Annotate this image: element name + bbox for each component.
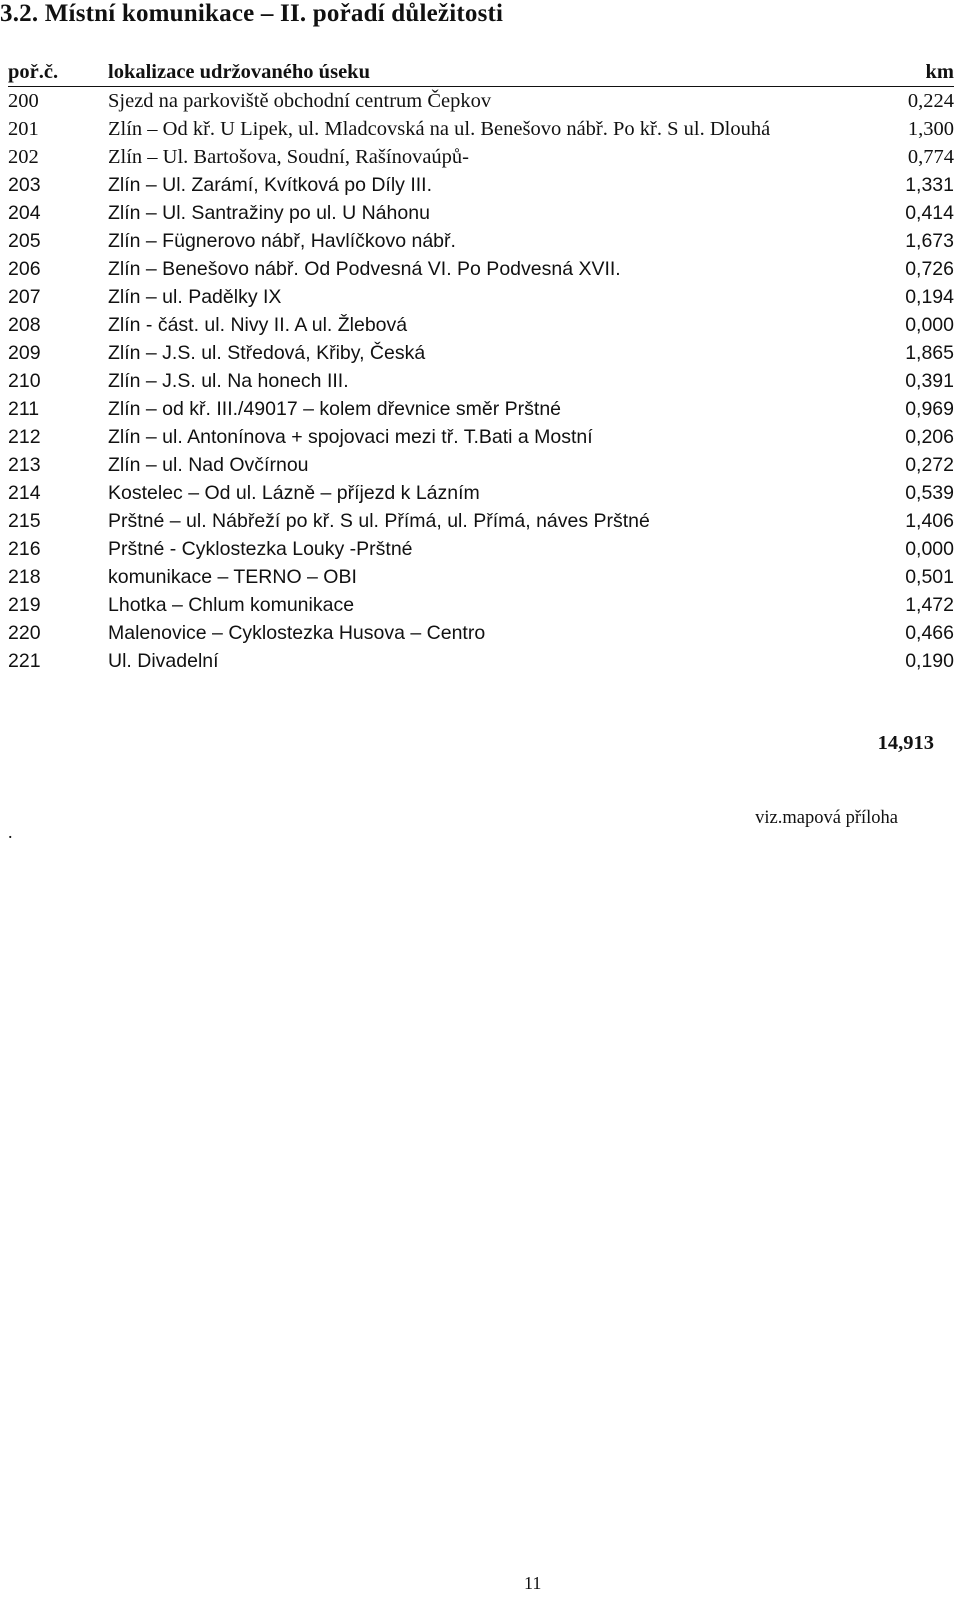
total-km: 14,913 [877,732,934,754]
table-row [8,479,954,507]
row-location-text: Zlín – Od kř. U Lipek, ul. Mladcovská na ul. Benešovo nábř. Po kř. S ul. Dlouhá [108,118,771,140]
row-location: Zlín – Ul. Zarámí, Kvítková po Díly III. [108,174,433,196]
table-row [8,451,954,479]
row-location: Zlín – Ul. Santražiny po ul. U Náhonu [108,202,430,224]
row-location: Zlín – ul. Padělky IX [108,286,282,308]
table-row [8,227,954,255]
table-row [8,339,954,367]
table-row [8,563,954,591]
row-number: 213 [8,454,41,476]
row-location: Prštné - Cyklostezka Louky -Prštné [108,538,413,560]
row-number: 219 [8,594,41,616]
row-location: Zlín – od kř. III./49017 – kolem dřevnice směr Prštné [108,398,562,420]
table-row [8,199,954,227]
row-location: Zlín – Fügnerovo nábř, Havlíčkovo nábř. [108,230,456,252]
row-location: Prštné – ul. Nábřeží po kř. S ul. Přímá, ul. Přímá, náves Prštné [108,510,650,532]
row-km: 0,190 [905,650,954,672]
row-km: 0,726 [905,258,954,280]
row-km: 0,206 [905,426,954,448]
column-header-km: km [925,61,954,83]
row-km: 0,391 [905,370,954,392]
table-row [8,311,954,339]
table-header-row [8,58,954,87]
table-row [8,255,954,283]
row-location: Ul. Divadelní [108,650,219,672]
row-number: 205 [8,230,41,252]
table-row [8,171,954,199]
row-number: 209 [8,342,41,364]
row-km: 1,865 [905,342,954,364]
stray-dot: . [8,822,13,842]
row-km: 0,194 [905,286,954,308]
map-attachment-note: viz.mapová příloha [755,808,898,828]
row-km: 0,969 [905,398,954,420]
row-km: 0,774 [907,146,954,168]
table-row [8,535,954,563]
row-km: 1,472 [905,594,954,616]
row-km: 0,501 [905,566,954,588]
row-number: 212 [8,426,41,448]
row-location: komunikace – TERNO – OBI [108,566,357,588]
table-row [8,367,954,395]
row-location: Sjezd na parkoviště obchodní centrum Čepkov [108,90,492,112]
row-number: 218 [8,566,41,588]
row-km: 1,300 [907,118,954,140]
row-location: Zlín – ul. Antonínova + spojovaci mezi tř. T.Bati a Mostní [108,426,593,448]
table-row [8,591,954,619]
row-km: 1,673 [905,230,954,252]
row-location: Zlín – J.S. ul. Středová, Křiby, Česká [108,342,426,364]
table-row [8,283,954,311]
row-location: Zlín – Ul. Bartošova, Soudní, Rašínovaúpů- [108,146,470,168]
row-km: 1,406 [905,510,954,532]
row-km: 0,000 [905,314,954,336]
row-number: 207 [8,286,41,308]
row-location: Zlín – J.S. ul. Na honech III. [108,370,349,392]
road-table [8,58,954,675]
table-row [8,87,954,115]
row-number: 214 [8,482,41,504]
column-header-number: poř.č. [8,61,59,83]
row-km: 0,414 [905,202,954,224]
row-km: 1,331 [905,174,954,196]
row-number: 210 [8,370,41,392]
row-number: 204 [8,202,41,224]
row-number: 220 [8,622,41,644]
row-km: 0,000 [905,538,954,560]
row-number: 208 [8,314,41,336]
page-number: 11 [524,1573,542,1593]
section-heading: 3.2. Místní komunikace – II. pořadí důležitosti [0,0,504,27]
row-km: 0,272 [905,454,954,476]
table-row [8,647,954,675]
row-location [108,115,848,143]
row-location: Kostelec – Od ul. Lázně – příjezd k Lázním [108,482,480,504]
row-location: Zlín - část. ul. Nivy II. A ul. Žlebová [108,314,408,336]
row-number: 216 [8,538,41,560]
table-row [8,395,954,423]
table-row [8,143,954,171]
row-km: 0,466 [905,622,954,644]
table-row [8,619,954,647]
row-km: 0,539 [905,482,954,504]
row-km: 0,224 [907,90,954,112]
row-number: 211 [8,398,40,420]
row-location: Zlín – Benešovo nábř. Od Podvesná VI. Po Podvesná XVII. [108,258,621,280]
row-number: 201 [8,118,39,140]
table-row [8,507,954,535]
row-location: Lhotka – Chlum komunikace [108,594,355,616]
row-location: Zlín – ul. Nad Ovčírnou [108,454,309,476]
row-number: 202 [8,146,39,168]
row-location: Malenovice – Cyklostezka Husova – Centro [108,622,486,644]
column-header-location: lokalizace udržovaného úseku [108,61,370,83]
row-number: 203 [8,174,41,196]
table-row [8,423,954,451]
row-number: 221 [8,650,41,672]
row-number: 215 [8,510,41,532]
table-row [8,115,954,143]
row-number: 206 [8,258,41,280]
row-number: 200 [8,90,39,112]
